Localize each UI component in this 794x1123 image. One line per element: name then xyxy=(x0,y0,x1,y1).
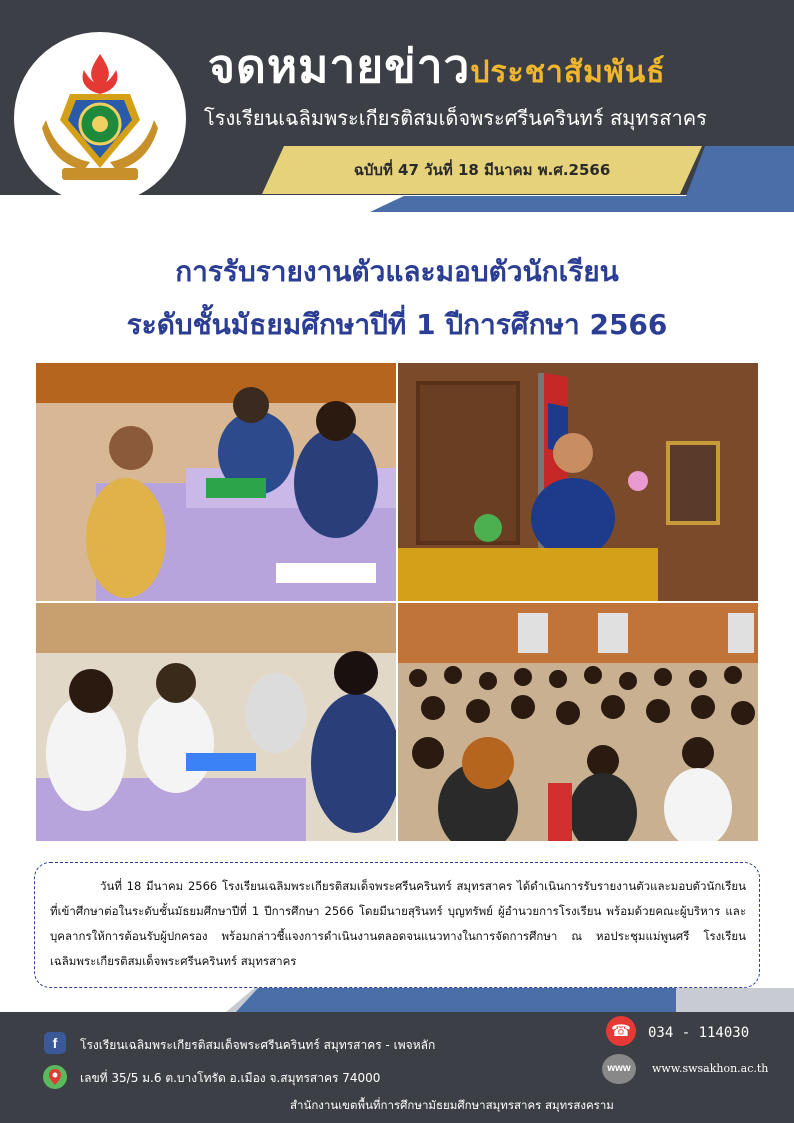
globe-icon: www xyxy=(602,1054,636,1084)
title-main: จดหมายข่าว xyxy=(208,39,471,93)
facebook-page-link[interactable]: โรงเรียนเฉลิมพระเกียรติสมเด็จพระศรีนครินทร์ สมุทรสาคร - เพจหลัก xyxy=(80,1038,436,1052)
phone-number: 034 - 114030 xyxy=(648,1025,750,1041)
photo-audience xyxy=(398,603,758,841)
footer-stripe-blue xyxy=(236,988,676,1012)
newsletter-title xyxy=(208,30,666,103)
map-pin-icon xyxy=(43,1065,67,1089)
education-office: สำนักงานเขตพื้นที่การศึกษามัธยมศึกษาสมุทรสาคร สมุทรสงคราม xyxy=(290,1098,614,1112)
facebook-icon: f xyxy=(44,1032,66,1054)
photo-students-registering xyxy=(36,603,396,841)
headline-line-1: การรับรายงานตัวและมอบตัวนักเรียน xyxy=(175,255,619,288)
article-paragraph: วันที่ 18 มีนาคม 2566 โรงเรียนเฉลิมพระเกียรติสมเด็จพระศรีนครินทร์ สมุทรสาคร ได้ดำเนินการรับรายงานตัวและมอบตัวนักเรียนที่เข้าศึกษาต่อในระดับชั้นมัธยมศึกษาปีที่ 1 ปีการศึกษา 2566 โดยมีนายสุรินทร์ บุญทรัพย์ ผู้อำนวยการโรงเรียน พร้อมด้วยคณะผู้บริหาร และบุคลากรให้การต้อนรับผู้ปกครอง พร้อมกล่าวชี้แจงการดำเนินงานตลอดจนแนวทางในการจัดการศึกษา ณ หอประชุมแม่พูนศรี โรงเรียนเฉลิมพระเกียรติสมเด็จพระศรีนครินทร์ สมุทรสาคร xyxy=(50,879,746,968)
address-text: เลขที่ 35/5 ม.6 ต.บางโทรัด อ.เมือง จ.สมุทรสาคร 74000 xyxy=(80,1071,381,1085)
photo-director-speech xyxy=(398,363,758,601)
headline-line-2: ระดับชั้นมัธยมศึกษาปีที่ 1 ปีการศึกษา 2566 xyxy=(126,308,668,341)
school-crest-logo xyxy=(40,50,160,190)
title-sub: ประชาสัมพันธ์ xyxy=(470,55,666,90)
phone-icon: ☎ xyxy=(606,1016,636,1046)
photo-registration-desk xyxy=(36,363,396,601)
issue-label: ฉบับที่ 47 วันที่ 18 มีนาคม พ.ศ.2566 xyxy=(353,161,611,179)
website-link[interactable]: www.swsakhon.ac.th xyxy=(652,1062,769,1075)
school-name: โรงเรียนเฉลิมพระเกียรติสมเด็จพระศรีนครินทร์ สมุทรสาคร xyxy=(204,106,707,130)
